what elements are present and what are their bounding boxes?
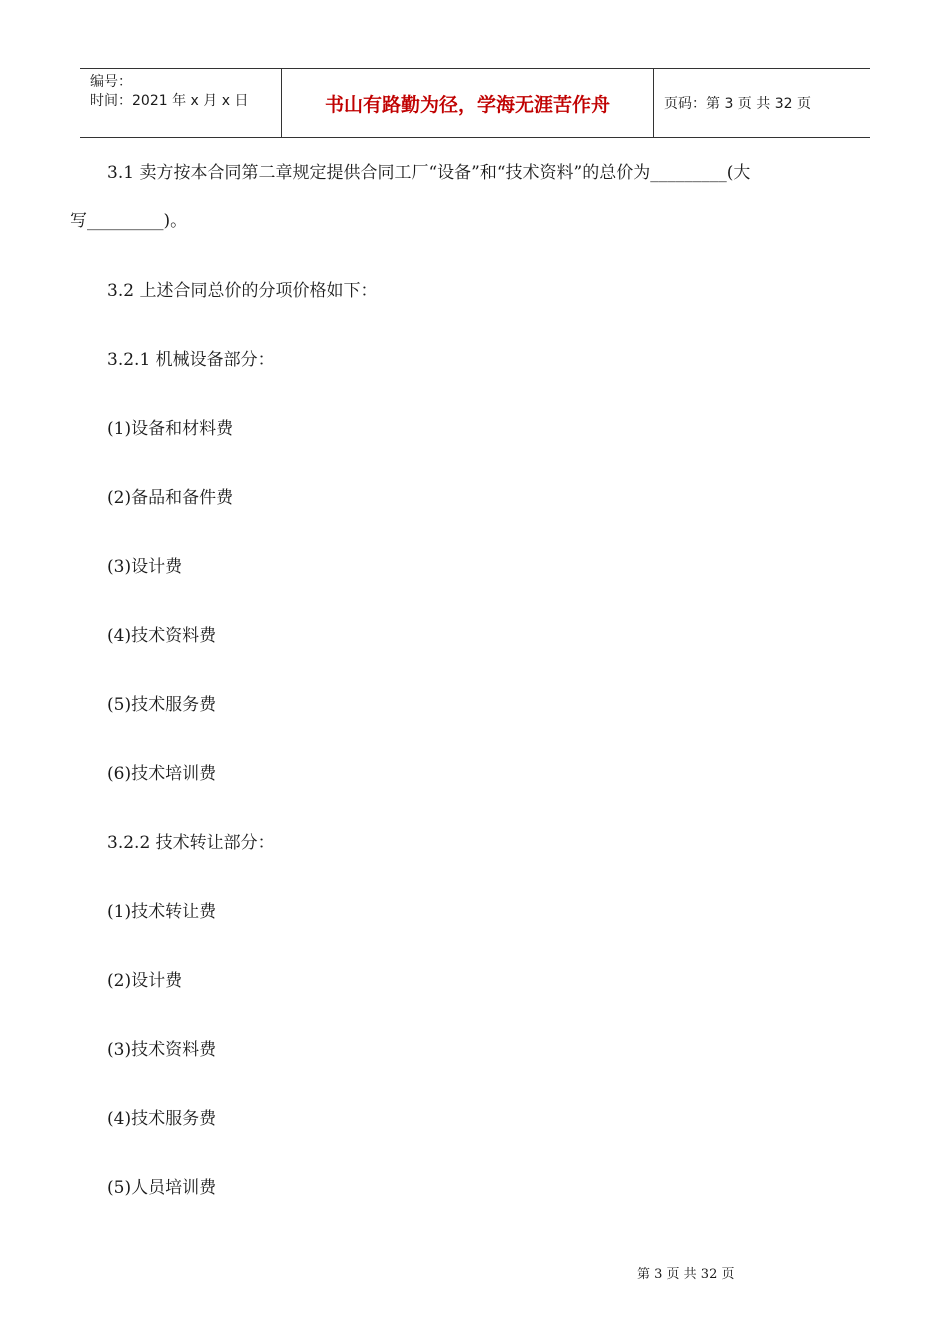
list-item: (1)技术转让费	[107, 902, 217, 922]
clause-3-2-1: 3.2.1 机械设备部分：	[107, 350, 275, 370]
list-item: (3)设计费	[107, 557, 183, 577]
header-meta	[80, 69, 282, 137]
list-item: (3)技术资料费	[107, 1040, 217, 1060]
list-item: (4)技术服务费	[107, 1109, 217, 1129]
list-item: (4)技术资料费	[107, 626, 217, 646]
list-item: (1)设备和材料费	[107, 419, 234, 439]
document-number-label: 编号：	[90, 74, 132, 90]
list-item: (6)技术培训费	[107, 764, 217, 784]
clause-3-1-line2: 写_________)。	[70, 211, 188, 231]
clause-3-1-line1: 3.1 卖方按本合同第二章规定提供合同工厂“设备”和“技术资料”的总价为_________(大	[107, 163, 751, 183]
header-page-info: 页码：第 3 页 共 32 页	[664, 96, 811, 112]
page-footer: 第 3 页 共 32 页	[637, 1267, 735, 1282]
clause-3-2-2: 3.2.2 技术转让部分：	[107, 833, 275, 853]
list-item: (2)设计费	[107, 971, 183, 991]
page-header	[80, 68, 870, 138]
list-item: (2)备品和备件费	[107, 488, 234, 508]
clause-3-2: 3.2 上述合同总价的分项价格如下：	[107, 281, 378, 301]
document-date: 时间：2021 年 x 月 x 日	[90, 93, 249, 109]
list-item: (5)人员培训费	[107, 1178, 217, 1198]
header-motto: 书山有路勤为径，学海无涯苦作舟	[282, 69, 654, 137]
list-item: (5)技术服务费	[107, 695, 217, 715]
